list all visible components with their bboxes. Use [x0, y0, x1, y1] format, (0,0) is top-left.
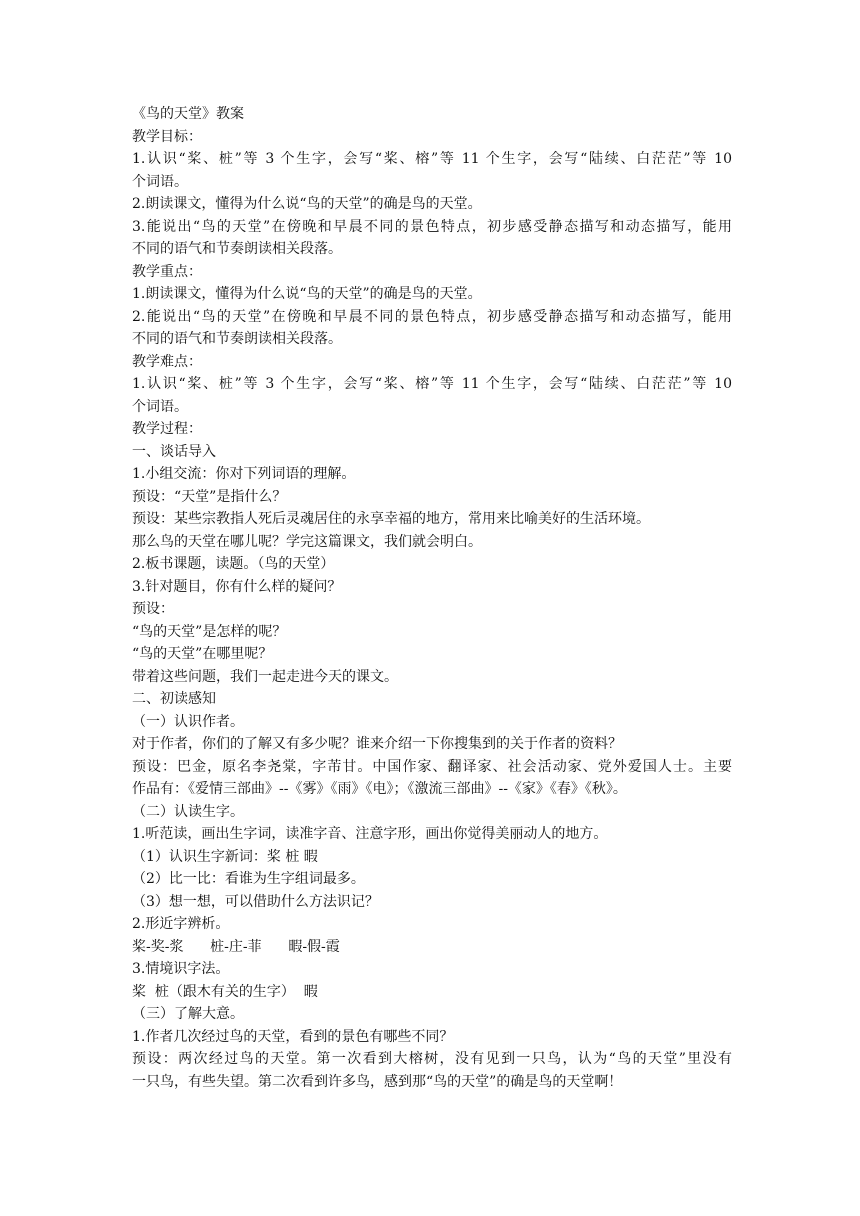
- subsection-heading: 一、谈话导入: [132, 443, 216, 460]
- text-line: （三）了解大意。: [132, 1006, 244, 1022]
- text-line: “鸟的天堂”在哪里呢？: [132, 646, 273, 662]
- text-line: 1.小组交流：你对下列词语的理解。: [132, 466, 356, 482]
- text-line: 2.能说出“鸟的天堂”在傍晚和早晨不同的景色特点，初步感受静态描写和动态描写，能用: [132, 308, 732, 325]
- text-line: 2.朗读课文，懂得为什么说“鸟的天堂”的确是鸟的天堂。: [132, 196, 482, 212]
- text-line: 3.情境识字法。: [132, 961, 230, 977]
- document-title: 《鸟的天堂》教案: [132, 106, 244, 122]
- text-line: （一）认识作者。: [132, 713, 244, 730]
- text-line: 2.板书课题，读题。（鸟的天堂）: [132, 556, 335, 572]
- text-line: （2）比一比：看谁为生字组词最多。: [132, 871, 365, 887]
- section-heading-process: 教学过程：: [132, 421, 202, 437]
- text-line: 作品有：《爱情三部曲》--《雾》《雨》《电》；《激流三部曲》--《家》《春》《秋》。: [132, 781, 627, 797]
- section-heading-key-points: 教学重点：: [132, 263, 202, 280]
- text-line: “鸟的天堂”是怎样的呢？: [132, 623, 287, 640]
- text-line: （二）认读生字。: [132, 803, 244, 820]
- text-line: 个词语。: [132, 398, 188, 415]
- section-heading-objectives: 教学目标：: [132, 128, 202, 145]
- text-line: 1.认识“桨、桩”等 3 个生字，会写“桨、榕”等 11 个生字，会写“陆续、白茫茫”等 10: [132, 376, 732, 392]
- text-line: 预设：“天堂”是指什么？: [132, 488, 287, 505]
- text-line: 预设：: [132, 601, 174, 617]
- text-line: 不同的语气和节奏朗读相关段落。: [132, 241, 342, 257]
- text-line: 桨-奖-浆 桩-庄-菲 暇-假-霞: [132, 938, 340, 955]
- lesson-plan-document: [132, 103, 732, 1093]
- text-line: 那么鸟的天堂在哪儿呢？学完这篇课文，我们就会明白。: [132, 533, 482, 550]
- text-line: 预设：两次经过鸟的天堂。第一次看到大榕树，没有见到一只鸟，认为“鸟的天堂”里没有: [132, 1051, 732, 1067]
- text-line: 不同的语气和节奏朗读相关段落。: [132, 331, 342, 347]
- text-line: 对于作者，你们的了解又有多少呢？谁来介绍一下你搜集到的关于作者的资料？: [132, 736, 622, 752]
- text-line: 个词语。: [132, 173, 188, 190]
- text-line: （3）想一想，可以借助什么方法识记？: [132, 893, 379, 910]
- text-line: 带着这些问题，我们一起走进今天的课文。: [132, 668, 398, 685]
- text-line: 3.针对题目，你有什么样的疑问？: [132, 578, 342, 595]
- text-line: （1）认识生字新词：桨 桩 暇: [132, 848, 318, 865]
- text-line: 2.形近字辨析。: [132, 916, 230, 932]
- text-line: 1.听范读，画出生字词，读准字音、注意字形，画出你觉得美丽动人的地方。: [132, 826, 608, 842]
- text-line: 1.朗读课文，懂得为什么说“鸟的天堂”的确是鸟的天堂。: [132, 286, 482, 302]
- text-line: 预设：巴金，原名李尧棠，字芾甘。中国作家、翻译家、社会活动家、党外爱国人士。主要: [132, 758, 732, 775]
- text-line: 1.认识“桨、桩”等 3 个生字，会写“桨、榕”等 11 个生字，会写“陆续、白茫茫”等 10: [132, 151, 732, 167]
- text-line: 一只鸟，有些失望。第二次看到许多鸟，感到那“鸟的天堂”的确是鸟的天堂啊！: [132, 1073, 623, 1090]
- section-heading-difficulties: 教学难点：: [132, 353, 202, 370]
- text-line: 预设：某些宗教指人死后灵魂居住的永享幸福的地方，常用来比喻美好的生活环境。: [132, 511, 650, 527]
- subsection-heading: 二、初读感知: [132, 691, 216, 707]
- text-line: 3.能说出“鸟的天堂”在傍晚和早晨不同的景色特点，初步感受静态描写和动态描写，能用: [132, 218, 732, 235]
- text-line: 1.作者几次经过鸟的天堂，看到的景色有哪些不同？: [132, 1028, 454, 1045]
- text-line: 桨 桩（跟木有关的生字） 暇: [132, 983, 318, 1000]
